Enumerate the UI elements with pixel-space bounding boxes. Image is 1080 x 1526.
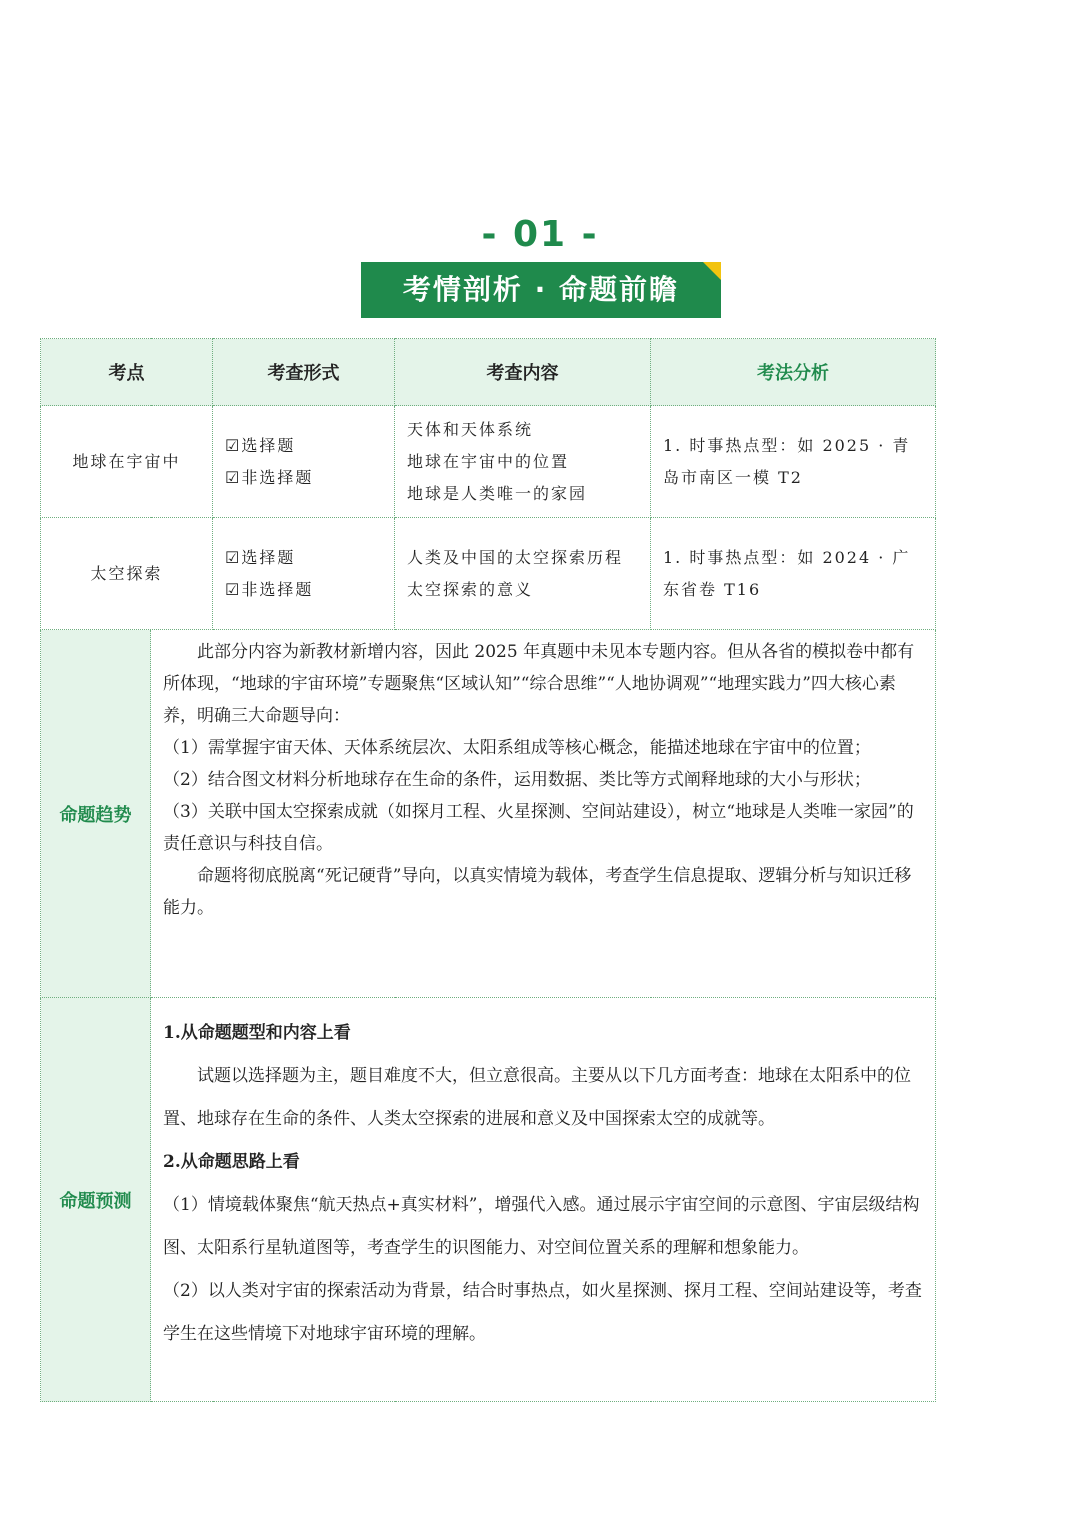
prediction-body [151, 998, 936, 1402]
form-cell [213, 518, 395, 630]
form-item: ☑选择题 [225, 435, 296, 455]
prediction-heading: 2.从命题思路上看 [163, 1152, 300, 1172]
topic-cell: 太空探索 [41, 518, 213, 630]
trend-paragraph: （3）关联中国太空探索成就（如探月工程、火星探测、空间站建设），树立“地球是人类唯一家园”的责任意识与科技自信。 [163, 802, 914, 854]
content-item: 天体和天体系统 [407, 419, 534, 439]
prediction-row [41, 998, 936, 1402]
content-cell [395, 406, 651, 518]
form-cell [213, 406, 395, 518]
content-item: 太空探索的意义 [407, 579, 534, 599]
prediction-paragraph: （2）以人类对宇宙的探索活动为背景，结合时事热点，如火星探测、探月工程、空间站建设等，考查学生在这些情境下对地球宇宙环境的理解。 [163, 1281, 922, 1344]
trend-label: 命题趋势 [41, 630, 151, 998]
table-row [41, 518, 936, 630]
form-item: ☑选择题 [225, 547, 296, 567]
content-item: 地球在宇宙中的位置 [407, 451, 570, 471]
content-item: 人类及中国的太空探索历程 [407, 547, 624, 567]
header-analysis: 考法分析 [651, 339, 936, 406]
header-form: 考查形式 [213, 339, 395, 406]
prediction-paragraph: 试题以选择题为主，题目难度不大，但立意很高。主要从以下几方面考查：地球在太阳系中的位置、地球存在生命的条件、人类太空探索的进展和意义及中国探索太空的成就等。 [163, 1066, 911, 1129]
section-title: 考情剖析 · 命题前瞻 [402, 273, 680, 306]
trend-body [151, 630, 936, 998]
content-cell [395, 518, 651, 630]
table-row [41, 406, 936, 518]
trend-paragraph: 此部分内容为新教材新增内容，因此 2025 年真题中未见本专题内容。但从各省的模拟卷中都有所体现，“地球的宇宙环境”专题聚焦“区域认知”“综合思维”“人地协调观”“地理实践力”四大核心素养，明确三大命题导向： [163, 642, 915, 726]
analysis-cell: 1. 时事热点型：如 2024 · 广东省卷 T16 [651, 518, 936, 630]
form-item: ☑非选择题 [225, 467, 314, 487]
form-item: ☑非选择题 [225, 579, 314, 599]
trend-paragraph: 命题将彻底脱离“死记硬背”导向，以真实情境为载体，考查学生信息提取、逻辑分析与知识迁移能力。 [163, 866, 912, 918]
banner-corner-decoration [703, 262, 721, 280]
topic-cell: 地球在宇宙中 [41, 406, 213, 518]
analysis-cell: 1. 时事热点型：如 2025 · 青岛市南区一模 T2 [651, 406, 936, 518]
section-number: - 01 - [481, 214, 599, 255]
table-header-row [41, 339, 936, 406]
trend-row [41, 630, 936, 998]
content-item: 地球是人类唯一的家园 [407, 483, 588, 503]
exam-analysis-table [40, 338, 936, 1402]
header-topic: 考点 [41, 339, 213, 406]
trend-paragraph: （1）需掌握宇宙天体、天体系统层次、太阳系组成等核心概念，能描述地球在宇宙中的位置； [163, 738, 871, 758]
trend-paragraph: （2）结合图文材料分析地球存在生命的条件，运用数据、类比等方式阐释地球的大小与形状； [163, 770, 871, 790]
header-content: 考查内容 [395, 339, 651, 406]
section-title-banner [361, 262, 721, 318]
prediction-paragraph: （1）情境载体聚焦“航天热点+真实材料”，增强代入感。通过展示宇宙空间的示意图、宇宙层级结构图、太阳系行星轨道图等，考查学生的识图能力、对空间位置关系的理解和想象能力。 [163, 1195, 920, 1258]
prediction-label: 命题预测 [41, 998, 151, 1402]
prediction-heading: 1.从命题题型和内容上看 [163, 1023, 351, 1043]
